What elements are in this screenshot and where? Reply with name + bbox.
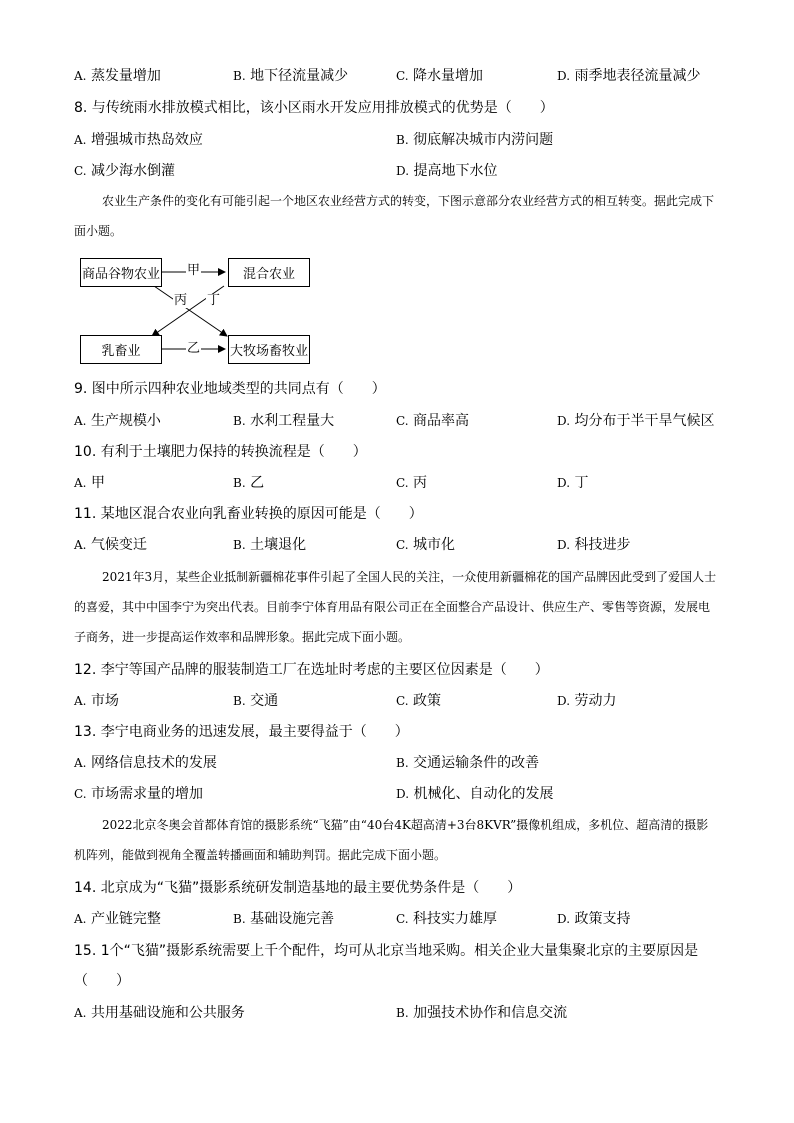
q9-option-d [557, 411, 714, 431]
q15-stem-continuation: （ ） [74, 973, 130, 989]
q11-option-b [233, 535, 306, 555]
q7-option-a [74, 66, 161, 86]
label-bing: 丙 [174, 293, 188, 308]
q12-option-c [396, 691, 441, 711]
q12-option-b [233, 691, 278, 711]
q12-option-a [74, 691, 119, 711]
option-text: 城市化 [413, 537, 456, 553]
q12-option-d [557, 691, 616, 711]
option-text: 降水量增加 [413, 68, 484, 84]
option-letter: A. [74, 69, 87, 83]
label-yi: 乙 [187, 341, 201, 356]
box-commercial-grain-farming: 商品谷物农业 [80, 258, 162, 287]
option-text: 共用基础设施和公共服务 [90, 1005, 245, 1021]
label-jia: 甲 [187, 263, 201, 278]
q13-stem: 13. 李宁电商业务的迅速发展，最主要得益于（ ） [74, 724, 409, 740]
option-letter: B. [396, 756, 409, 770]
q9-stem: 9. 图中所示四种农业地域类型的共同点有（ ） [74, 381, 386, 397]
passage-feimao: 2022北京冬奥会首都体育馆的摄影系统“飞猫”由“40台4K超高清+3台8KVR”摄像机组成，多机位、超高清的摄影机阵列，能做到视角全覆盖转播画面和辅助判罚。据此完成下面小题。 [74, 818, 709, 862]
option-letter: B. [396, 1006, 409, 1020]
option-letter: D. [396, 787, 410, 801]
q15-stem: 15. 1个“飞猫”摄影系统需要上千个配件，均可从北京当地采购。相关企业大量集聚北京的主要原因是 [74, 943, 699, 959]
agriculture-transition-diagram [74, 254, 324, 366]
option-text: 减少海水倒灌 [91, 163, 176, 179]
option-text: 政策支持 [574, 911, 631, 927]
option-text: 劳动力 [574, 693, 617, 709]
q13-option-d [396, 784, 553, 804]
option-letter: D. [557, 414, 571, 428]
q14-option-b [233, 909, 334, 929]
option-letter: B. [396, 133, 409, 147]
option-text: 丙 [413, 475, 428, 491]
option-text: 气候变迁 [90, 537, 147, 553]
q14-option-d [557, 909, 630, 929]
q13-option-c [74, 784, 203, 804]
q14-stem: 14. 北京成为“飞猫”摄影系统研发制造基地的最主要优势条件是（ ） [74, 880, 522, 896]
option-letter: D. [557, 912, 571, 926]
option-text: 商品率高 [413, 413, 470, 429]
option-letter: A. [74, 1006, 87, 1020]
option-letter: C. [396, 476, 409, 490]
option-text: 产业链完整 [90, 911, 161, 927]
option-text: 交通运输条件的改善 [413, 755, 540, 771]
option-letter: C. [396, 538, 409, 552]
option-letter: C. [396, 414, 409, 428]
option-text: 市场需求量的增加 [91, 786, 204, 802]
q12-stem: 12. 李宁等国产品牌的服装制造工厂在选址时考虑的主要区位因素是（ ） [74, 662, 549, 678]
q8-stem: 8. 与传统雨水排放模式相比，该小区雨水开发应用排放模式的优势是（ ） [74, 100, 554, 116]
option-text: 基础设施完善 [250, 911, 335, 927]
option-text: 水利工程量大 [250, 413, 335, 429]
q8-option-c [74, 161, 175, 181]
option-letter: C. [74, 787, 87, 801]
q11-option-a [74, 535, 147, 555]
q11-option-d [557, 535, 630, 555]
q10-option-d [557, 473, 588, 493]
option-text: 甲 [90, 475, 105, 491]
label-ding: 丁 [207, 293, 221, 308]
option-letter: A. [74, 133, 87, 147]
option-text: 政策 [413, 693, 442, 709]
option-letter: D. [396, 164, 410, 178]
q8-option-b [396, 130, 553, 150]
option-letter: A. [74, 756, 87, 770]
q15-option-b [396, 1003, 567, 1023]
option-letter: C. [396, 69, 409, 83]
option-letter: B. [233, 414, 246, 428]
passage-agriculture: 农业生产条件的变化有可能引起一个地区农业经营方式的转变，下图示意部分农业经营方式的相互转变。据此完成下面小题。 [74, 194, 715, 238]
box-ranching: 大牧场畜牧业 [228, 335, 310, 364]
option-letter: B. [233, 538, 246, 552]
option-text: 增强城市热岛效应 [90, 132, 203, 148]
option-text: 科技实力雄厚 [413, 911, 498, 927]
option-letter: D. [557, 538, 571, 552]
box-mixed-farming: 混合农业 [228, 258, 310, 287]
option-text: 市场 [90, 693, 119, 709]
q9-option-c [396, 411, 469, 431]
option-letter: A. [74, 414, 87, 428]
passage-li-ning: 2021年3月，某些企业抵制新疆棉花事件引起了全国人民的关注，一众使用新疆棉花的国产品牌因此受到了爱国人士的喜爱，其中中国李宁为突出代表。目前李宁体育用品有限公司正在全面整合产品设计、供应生产、零售等资源，发展电子商务，进一步提高运作效率和品牌形象。据此完成下面小题。 [74, 570, 717, 644]
option-letter: B. [233, 694, 246, 708]
q11-option-c [396, 535, 455, 555]
q14-option-a [74, 909, 161, 929]
option-letter: B. [233, 476, 246, 490]
option-text: 机械化、自动化的发展 [413, 786, 554, 802]
option-text: 加强技术协作和信息交流 [413, 1005, 568, 1021]
option-letter: C. [396, 912, 409, 926]
option-text: 蒸发量增加 [90, 68, 161, 84]
option-text: 科技进步 [574, 537, 631, 553]
q7-option-b [233, 66, 348, 86]
option-text: 提高地下水位 [413, 163, 498, 179]
option-text: 网络信息技术的发展 [90, 755, 217, 771]
q13-option-a [74, 753, 217, 773]
q14-option-c [396, 909, 497, 929]
option-letter: C. [74, 164, 87, 178]
option-text: 地下径流量减少 [250, 68, 349, 84]
option-text: 均分布于半干旱气候区 [574, 413, 715, 429]
q7-option-c [396, 66, 483, 86]
q10-option-a [74, 473, 105, 493]
option-letter: D. [557, 476, 571, 490]
q10-stem: 10. 有利于土壤肥力保持的转换流程是（ ） [74, 444, 367, 460]
option-letter: B. [233, 69, 246, 83]
q9-option-a [74, 411, 161, 431]
q9-option-b [233, 411, 334, 431]
q10-option-c [396, 473, 427, 493]
q8-option-d [396, 161, 497, 181]
option-letter: A. [74, 476, 87, 490]
q13-option-b [396, 753, 539, 773]
option-letter: A. [74, 694, 87, 708]
q8-option-a [74, 130, 203, 150]
option-text: 交通 [250, 693, 279, 709]
option-text: 乙 [250, 475, 265, 491]
option-text: 丁 [574, 475, 589, 491]
q10-option-b [233, 473, 264, 493]
option-letter: A. [74, 538, 87, 552]
option-text: 土壤退化 [250, 537, 307, 553]
option-letter: A. [74, 912, 87, 926]
q11-stem: 11. 某地区混合农业向乳畜业转换的原因可能是（ ） [74, 506, 423, 522]
box-dairy-farming: 乳畜业 [80, 335, 162, 364]
option-letter: B. [233, 912, 246, 926]
option-letter: D. [557, 69, 571, 83]
option-text: 雨季地表径流量减少 [574, 68, 701, 84]
option-letter: D. [557, 694, 571, 708]
q15-option-a [74, 1003, 245, 1023]
option-letter: C. [396, 694, 409, 708]
option-text: 生产规模小 [90, 413, 161, 429]
option-text: 彻底解决城市内涝问题 [413, 132, 554, 148]
q7-option-d [557, 66, 700, 86]
